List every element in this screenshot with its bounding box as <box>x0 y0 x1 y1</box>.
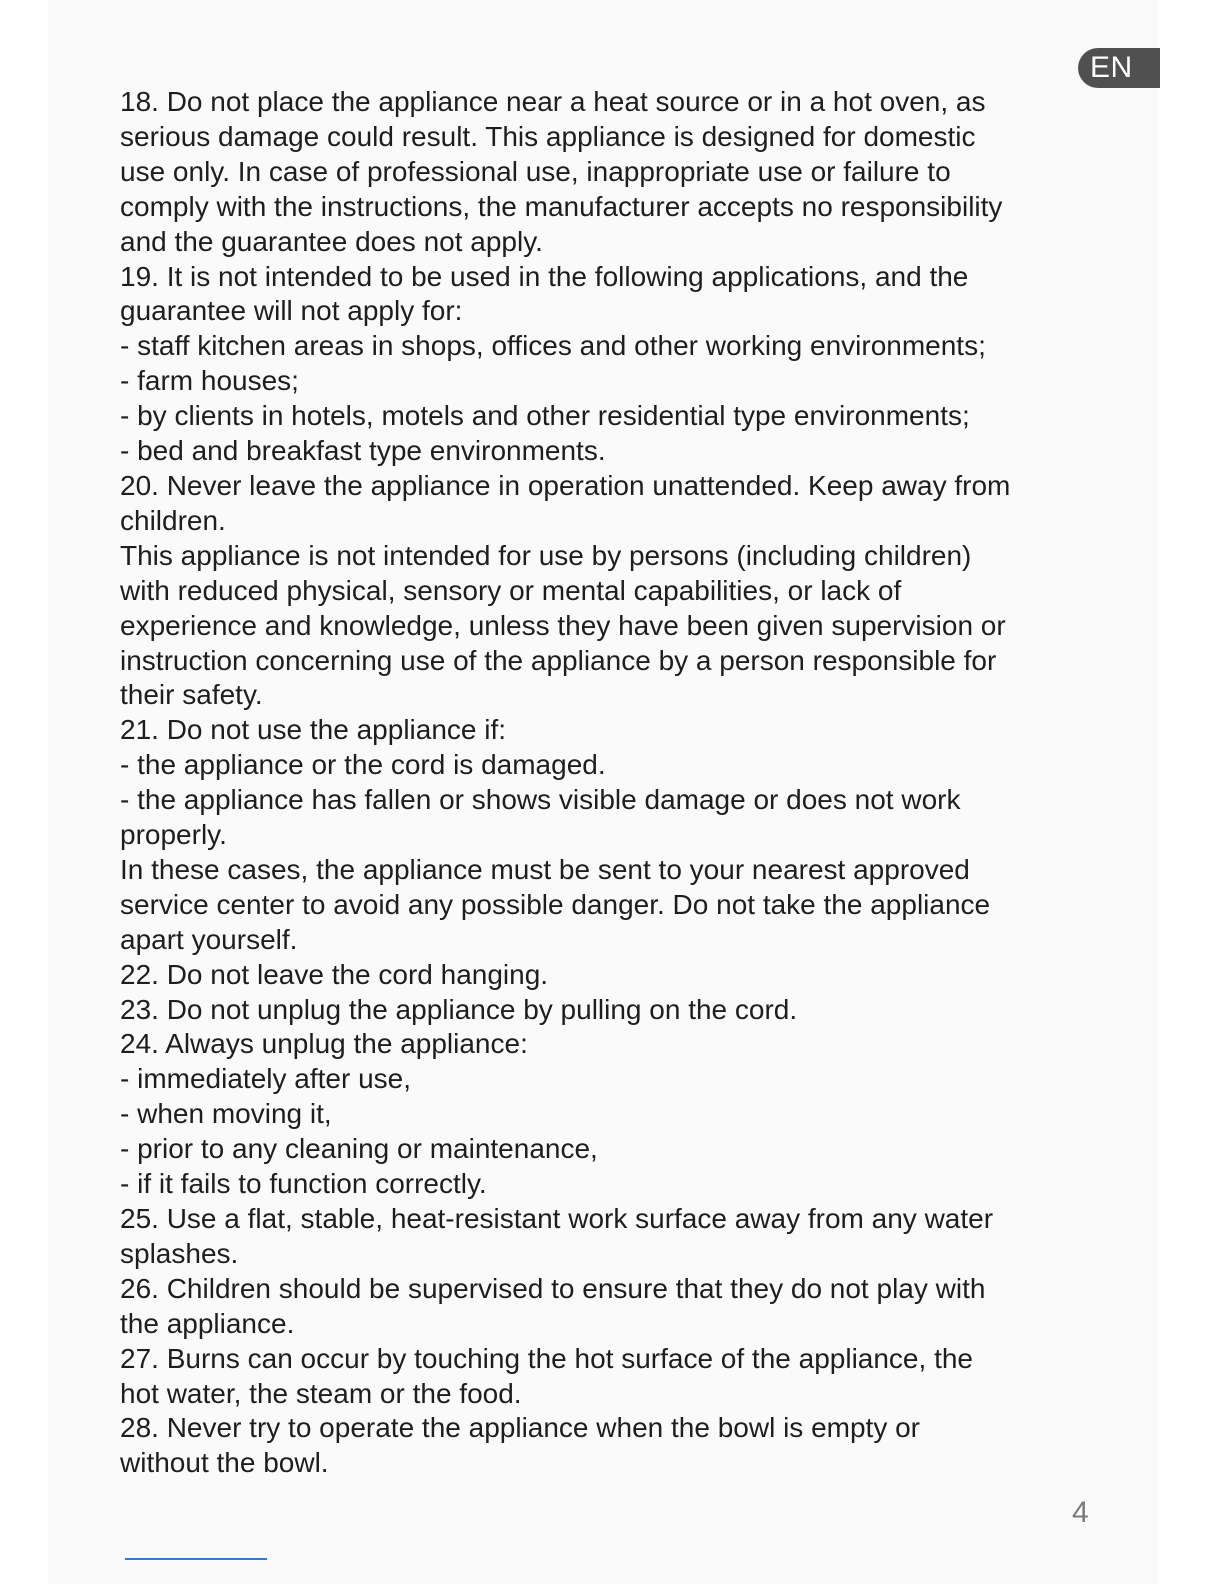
text-line: without the bowl. <box>120 1447 329 1479</box>
text-line: and the guarantee does not apply. <box>120 225 543 257</box>
safety-instructions-text <box>120 85 1100 1481</box>
text-line: - by clients in hotels, motels and other residential type environments; <box>120 400 970 432</box>
text-line: experience and knowledge, unless they have been given supervision or <box>120 609 1006 641</box>
text-line: - immediately after use, <box>120 1063 411 1095</box>
text-line: 19. It is not intended to be used in the following applications, and the <box>120 260 969 292</box>
text-line: 24. Always unplug the appliance: <box>120 1028 528 1060</box>
text-line: with reduced physical, sensory or mental capabilities, or lack of <box>120 574 902 606</box>
footer-divider <box>125 1558 267 1560</box>
text-line: 22. Do not leave the cord hanging. <box>120 958 549 990</box>
text-line: comply with the instructions, the manufacturer accepts no responsibility <box>120 190 1003 222</box>
text-line: splashes. <box>120 1237 239 1269</box>
text-line: - when moving it, <box>120 1098 332 1130</box>
text-line: their safety. <box>120 679 263 711</box>
text-line: - bed and breakfast type environments. <box>120 435 606 467</box>
text-line: - if it fails to function correctly. <box>120 1168 487 1200</box>
text-line: - the appliance has fallen or shows visible damage or does not work <box>120 784 961 816</box>
text-line: the appliance. <box>120 1307 295 1339</box>
text-line: service center to avoid any possible danger. Do not take the appliance <box>120 888 991 920</box>
text-line: apart yourself. <box>120 923 298 955</box>
text-line: 26. Children should be supervised to ensure that they do not play with <box>120 1272 986 1304</box>
text-line: serious damage could result. This appliance is designed for domestic <box>120 120 976 152</box>
text-line: 25. Use a flat, stable, heat-resistant work surface away from any water <box>120 1203 994 1234</box>
text-line: instruction concerning use of the appliance by a person responsible for <box>120 644 997 676</box>
text-line: guarantee will not apply for: <box>120 295 463 327</box>
text-line: - prior to any cleaning or maintenance, <box>120 1133 598 1165</box>
text-line: - farm houses; <box>120 365 299 397</box>
text-line: 27. Burns can occur by touching the hot surface of the appliance, the <box>120 1342 973 1374</box>
text-line: use only. In case of professional use, inappropriate use or failure to <box>120 155 951 187</box>
text-line: 20. Never leave the appliance in operation unattended. Keep away from <box>120 469 1011 501</box>
text-line: 21. Do not use the appliance if: <box>120 714 507 746</box>
text-line: In these cases, the appliance must be sent to your nearest approved <box>120 853 970 885</box>
text-line: hot water, the steam or the food. <box>120 1377 522 1409</box>
text-line: 18. Do not place the appliance near a heat source or in a hot oven, as <box>120 86 986 117</box>
text-line: - the appliance or the cord is damaged. <box>120 749 606 781</box>
text-line: children. <box>120 504 226 536</box>
text-line: 23. Do not unplug the appliance by pulling on the cord. <box>120 993 798 1025</box>
text-line: This appliance is not intended for use by persons (including children) <box>120 539 972 571</box>
text-line: 28. Never try to operate the appliance when the bowl is empty or <box>120 1412 920 1444</box>
text-line: - staff kitchen areas in shops, offices and other working environments; <box>120 330 986 362</box>
page-number: 4 <box>1072 1496 1089 1529</box>
language-badge: EN <box>1078 48 1160 88</box>
text-line: properly. <box>120 819 227 851</box>
